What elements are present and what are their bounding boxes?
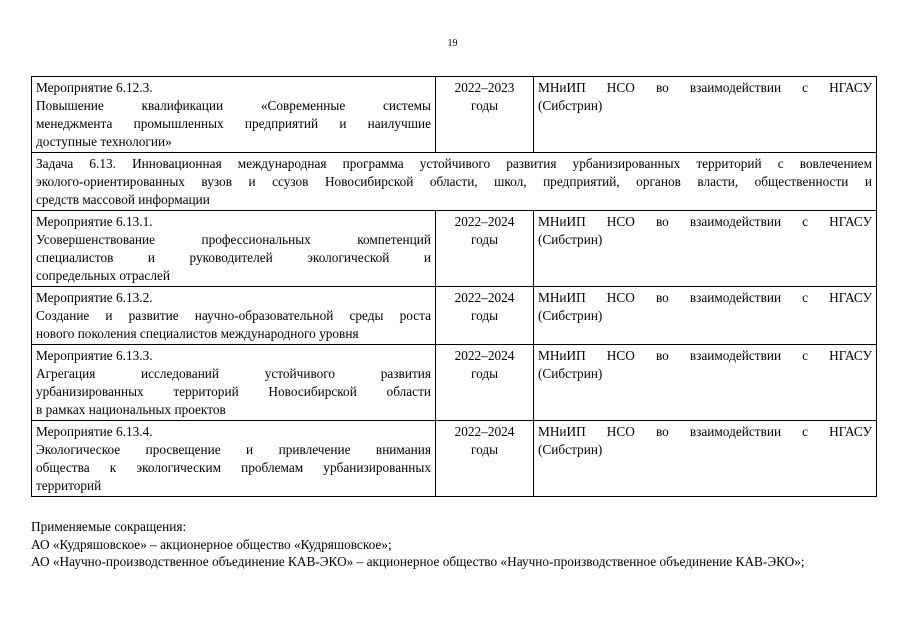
- period-years: 2022–2024: [454, 348, 515, 363]
- measure-text-line: менеджмента промышленных предприятий и наилучшие: [36, 116, 431, 131]
- executor-text-line: (Сибстрин): [538, 308, 603, 323]
- page-number: 19: [447, 38, 458, 49]
- period-cell: [436, 77, 534, 153]
- period-unit: годы: [470, 442, 499, 457]
- abbreviations-section: [31, 518, 876, 571]
- measure-cell: [32, 287, 436, 345]
- executor-cell: [534, 211, 877, 287]
- table-row: [32, 287, 877, 345]
- period-unit: годы: [470, 366, 499, 381]
- executor-text-line: МНиИП НСО во взаимодействии с НГАСУ: [538, 348, 872, 363]
- measure-text-line: урбанизированных территорий Новосибирской области: [36, 384, 431, 399]
- executor-text-line: МНиИП НСО во взаимодействии с НГАСУ: [538, 80, 872, 95]
- executor-text-line: (Сибстрин): [538, 442, 603, 457]
- table-row-task: [32, 153, 877, 211]
- period-cell: [436, 421, 534, 497]
- executor-cell: [534, 421, 877, 497]
- measure-title: Мероприятие 6.13.2.: [36, 290, 153, 305]
- executor-cell: [534, 287, 877, 345]
- measure-title: Мероприятие 6.13.1.: [36, 214, 153, 229]
- measure-text-line: Агрегация исследований устойчивого развития: [36, 366, 431, 381]
- period-years: 2022–2024: [454, 214, 515, 229]
- measure-cell: [32, 77, 436, 153]
- measure-text-line: сопредельных отраслей: [36, 268, 170, 283]
- task-cell: [32, 153, 877, 211]
- table-row: [32, 77, 877, 153]
- executor-cell: [534, 345, 877, 421]
- measure-cell: [32, 211, 436, 287]
- abbreviations-heading: Применяемые сокращения:: [31, 519, 187, 534]
- measure-text-line: в рамках национальных проектов: [36, 402, 226, 417]
- task-text-line: эколого-ориентированных вузов и ссузов Новосибирской области, школ, предприятий, органов власти, общественности и: [36, 174, 872, 189]
- period-unit: годы: [470, 98, 499, 113]
- measure-text-line: доступные технологии»: [36, 134, 172, 149]
- measure-text-line: общества к экологическим проблемам урбанизированных: [36, 460, 431, 475]
- executor-text-line: МНиИП НСО во взаимодействии с НГАСУ: [538, 290, 872, 305]
- abbreviation-item: АО «Научно-производственное объединение КАВ-ЭКО» – акционерное общество «Научно-производственное объединение КАВ-ЭКО»;: [31, 554, 805, 569]
- table-row: [32, 345, 877, 421]
- measure-text-line: Усовершенствование профессиональных компетенций: [36, 232, 431, 247]
- period-cell: [436, 211, 534, 287]
- measure-cell: [32, 345, 436, 421]
- executor-text-line: (Сибстрин): [538, 98, 603, 113]
- abbreviation-item: АО «Кудряшовское» – акционерное общество «Кудряшовское»;: [31, 536, 392, 552]
- task-text-line: средств массовой информации: [36, 192, 210, 207]
- period-years: 2022–2024: [454, 290, 515, 305]
- measure-text-line: специалистов и руководителей экологической и: [36, 250, 431, 265]
- period-cell: [436, 345, 534, 421]
- executor-text-line: МНиИП НСО во взаимодействии с НГАСУ: [538, 214, 872, 229]
- measure-title: Мероприятие 6.12.3.: [36, 80, 153, 95]
- measure-title: Мероприятие 6.13.4.: [36, 424, 153, 439]
- measures-table: [31, 76, 877, 497]
- table-row: [32, 211, 877, 287]
- period-cell: [436, 287, 534, 345]
- task-text-line: Задача 6.13. Инновационная международная программа устойчивого развития урбанизированных территорий с вовлечением: [36, 156, 872, 171]
- table-row: [32, 421, 877, 497]
- period-unit: годы: [470, 232, 499, 247]
- measure-title: Мероприятие 6.13.3.: [36, 348, 153, 363]
- measure-cell: [32, 421, 436, 497]
- period-years: 2022–2024: [454, 424, 515, 439]
- executor-text-line: (Сибстрин): [538, 232, 603, 247]
- measure-text-line: нового поколения специалистов международного уровня: [36, 326, 359, 341]
- measure-text-line: Повышение квалификации «Современные системы: [36, 98, 431, 113]
- period-unit: годы: [470, 308, 499, 323]
- executor-text-line: (Сибстрин): [538, 366, 603, 381]
- measure-text-line: Экологическое просвещение и привлечение внимания: [36, 442, 431, 457]
- period-years: 2022–2023: [454, 80, 515, 95]
- executor-text-line: МНиИП НСО во взаимодействии с НГАСУ: [538, 424, 872, 439]
- measure-text-line: территорий: [36, 478, 102, 493]
- executor-cell: [534, 77, 877, 153]
- measure-text-line: Создание и развитие научно-образовательной среды роста: [36, 308, 431, 323]
